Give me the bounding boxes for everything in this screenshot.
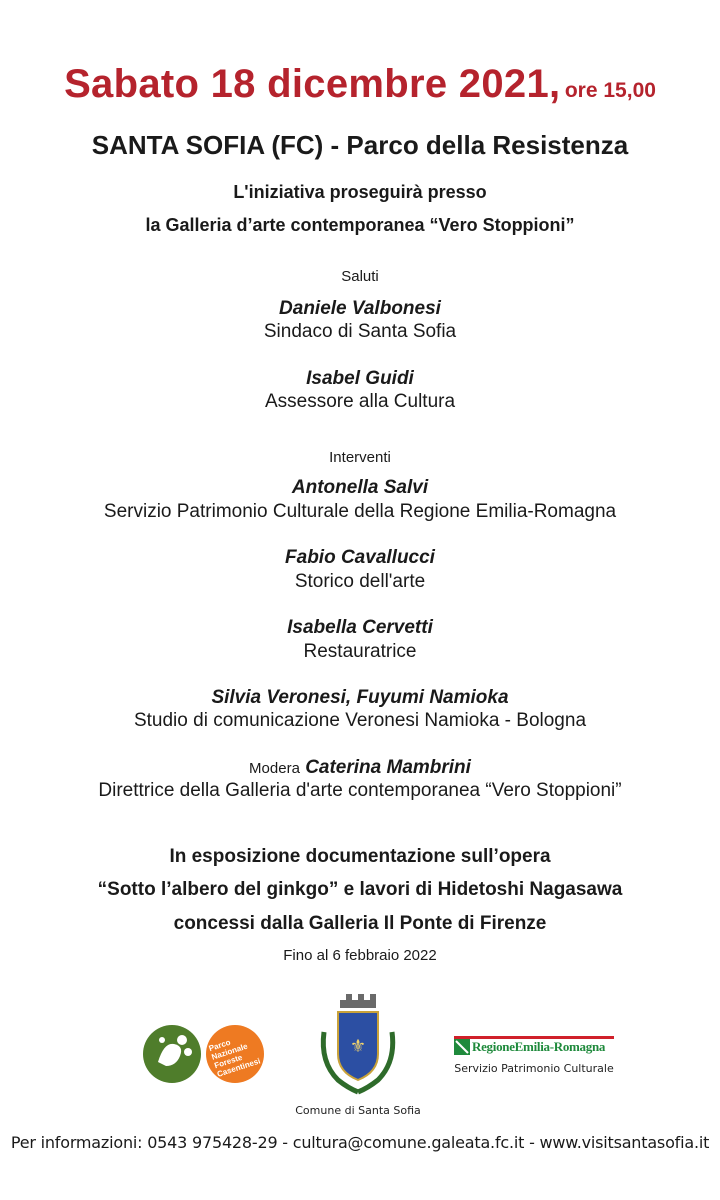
speaker-role: Sindaco di Santa Sofia — [263, 321, 457, 342]
municipality-caption: Comune di Santa Sofia — [295, 1104, 421, 1117]
event-date: Sabato 18 dicembre 2021, — [64, 62, 561, 106]
speaker-role: Studio di comunicazione Veronesi Namioka - Bologna — [133, 710, 587, 731]
speaker-name: Isabella Cervetti — [287, 617, 433, 638]
venue-note-line1: L'iniziativa proseguirà presso — [233, 182, 487, 202]
region-name: RegioneEmilia-Romagna — [472, 1039, 606, 1054]
speaker-name: Fabio Cavallucci — [285, 547, 435, 568]
moderator-line — [0, 757, 720, 779]
event-time: ore 15,00 — [564, 79, 656, 102]
region-caption: Servizio Patrimonio Culturale — [454, 1062, 614, 1075]
event-venue: SANTA SOFIA (FC) - Parco della Resistenza — [91, 130, 629, 160]
moderator-name: Caterina Mambrini — [305, 757, 471, 778]
logos-row — [0, 990, 720, 1120]
speaker-role: Restauratrice — [303, 641, 417, 662]
speaker-role: Storico dell'arte — [294, 571, 426, 592]
greetings-heading: Saluti — [341, 268, 379, 285]
footer-info: Per informazioni: 0543 975428-29 - cultura@comune.galeata.fc.it - www.visitsantasofia.it — [10, 1133, 710, 1152]
exhibition-line2: “Sotto l’albero del ginkgo” e lavori di Hidetoshi Nagasawa — [97, 879, 623, 900]
park-logo-text: Parco Nazionale Foreste Casentinesi — [207, 1037, 262, 1079]
exhibition-until: Fino al 6 febbraio 2022 — [283, 947, 437, 964]
speaker-role: Servizio Patrimonio Culturale della Regione Emilia-Romagna — [103, 501, 617, 522]
exhibition-line3: concessi dalla Galleria Il Ponte di Firenze — [173, 913, 547, 934]
venue-note-line2: la Galleria d’arte contemporanea “Vero Stoppioni” — [145, 215, 575, 235]
speaker-role: Assessore alla Cultura — [264, 391, 456, 412]
talks-heading: Interventi — [329, 449, 391, 466]
exhibition-line1: In esposizione documentazione sull’opera — [169, 846, 551, 867]
speaker-name: Silvia Veronesi, Fuyumi Namioka — [211, 687, 509, 708]
speaker-name: Antonella Salvi — [291, 477, 429, 498]
moderator-intro: Modera — [249, 760, 300, 777]
speaker-name: Isabel Guidi — [306, 368, 414, 389]
event-date-line — [0, 62, 720, 107]
municipality-crest-icon — [316, 992, 400, 1098]
svg-text:⚜: ⚜ — [349, 1036, 367, 1057]
moderator-role: Direttrice della Galleria d'arte contemporanea “Vero Stoppioni” — [98, 780, 622, 801]
speaker-name: Daniele Valbonesi — [279, 298, 441, 319]
